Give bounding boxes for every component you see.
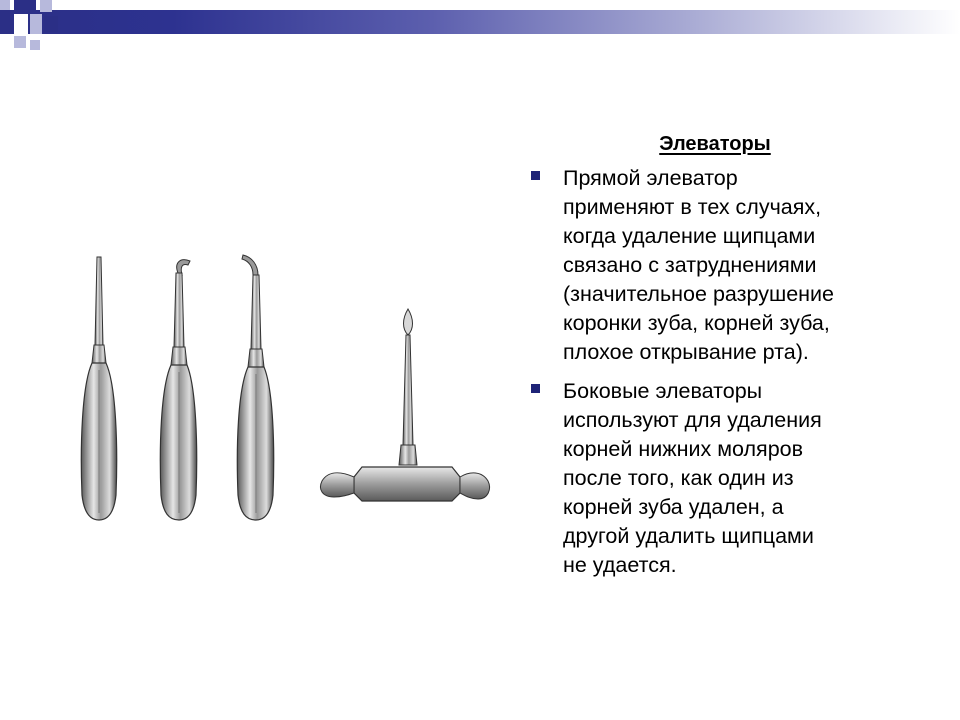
header-gradient-bar [0, 10, 960, 34]
list-item [530, 164, 930, 367]
bullet-list [530, 164, 930, 590]
t-bar-elevator-icon [321, 309, 490, 501]
deco-square [56, 0, 68, 10]
deco-square [14, 0, 36, 10]
list-item [530, 377, 930, 580]
bullet-text: Боковые элеваторы используют для удаления корней нижних моляров после того, как один из корней зуба удален, а другой удалить щипцами не удается. [563, 379, 822, 577]
square-bullet-icon [531, 384, 540, 393]
deco-square [30, 40, 40, 50]
deco-square [0, 14, 12, 34]
elevators-illustration [70, 245, 500, 535]
deco-square [14, 14, 28, 34]
bullet-text: Прямой элеватор применяют в тех случаях, когда удаление щипцами связано с затруднениями (значительное разрушение коронки зуба, корней зуба, плохое открывание рта). [563, 166, 834, 364]
deco-square [40, 0, 52, 12]
deco-square [44, 16, 58, 32]
deco-square [30, 14, 42, 34]
deco-square [14, 36, 26, 48]
square-bullet-icon [531, 171, 540, 180]
curved-elevator-icon [160, 260, 196, 520]
angled-elevator-icon [237, 255, 273, 520]
slide-title: Элеваторы [659, 133, 771, 155]
deco-square [0, 0, 10, 10]
straight-elevator-icon [81, 257, 116, 520]
